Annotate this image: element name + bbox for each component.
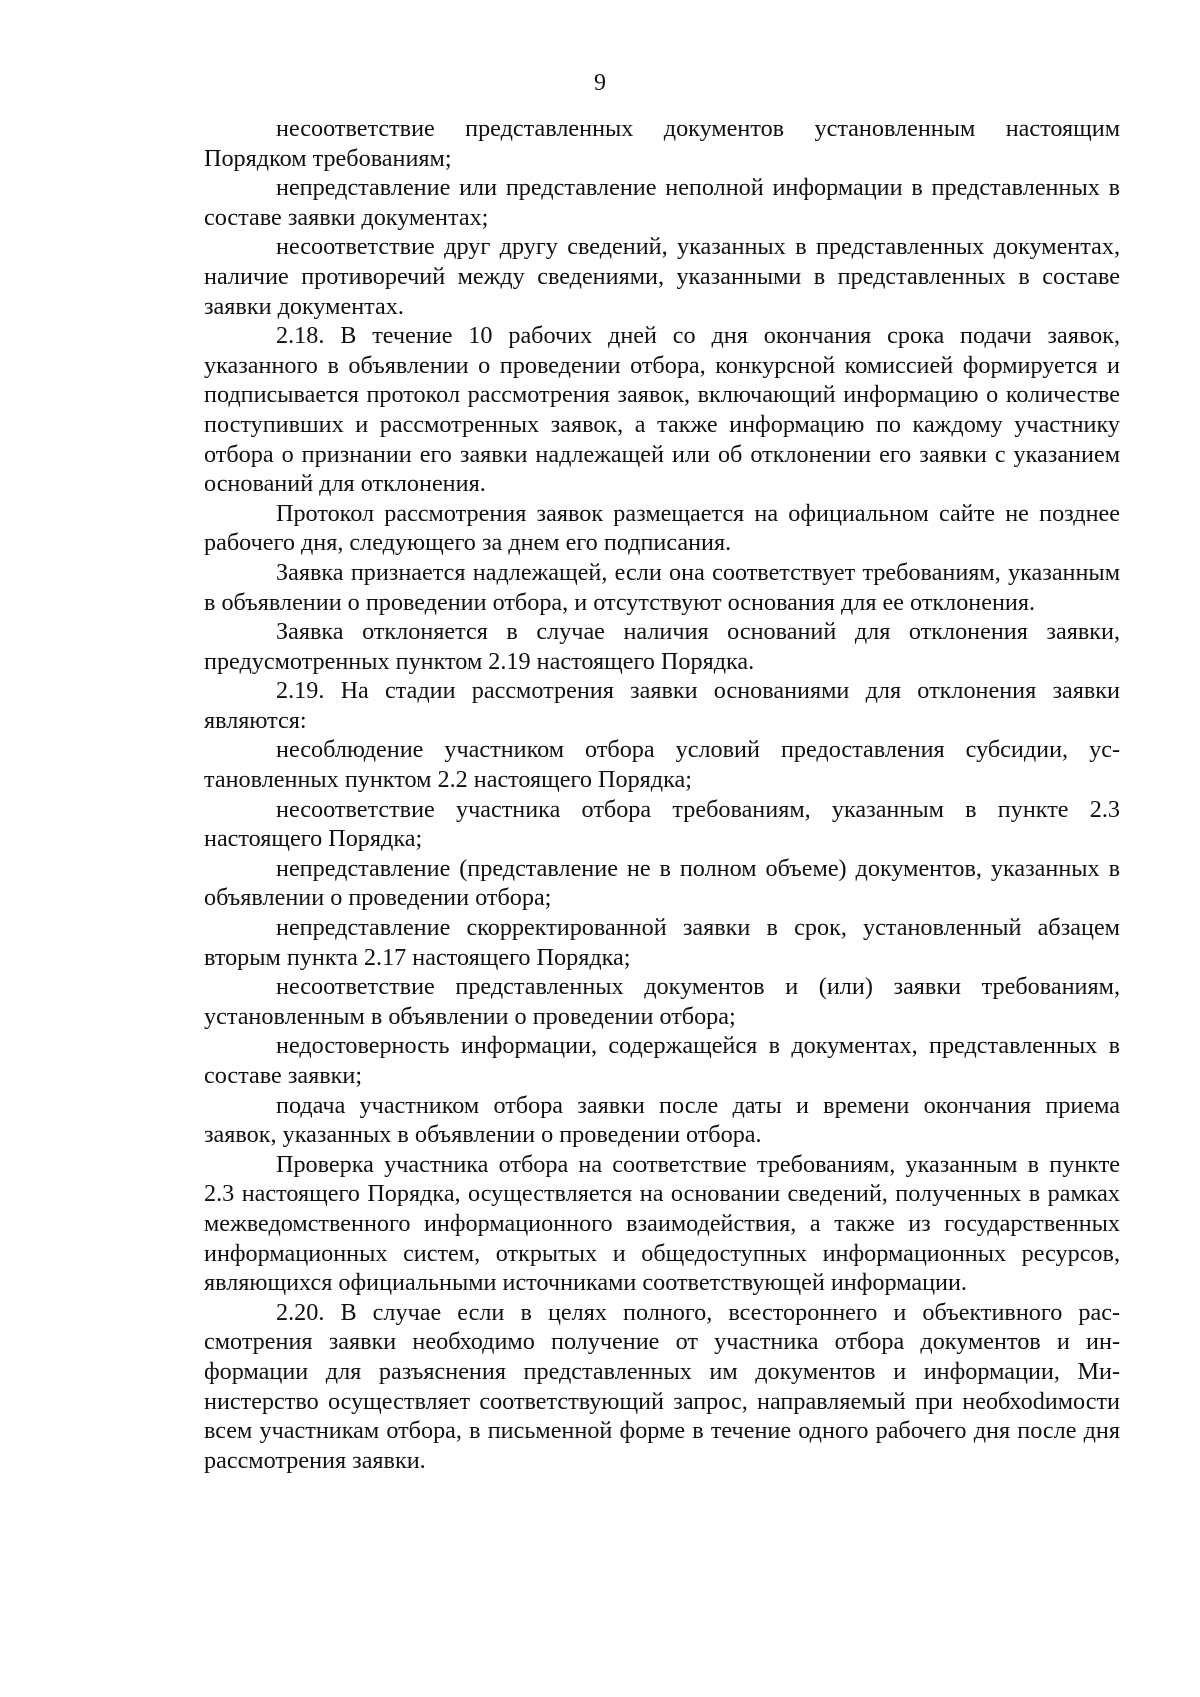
paragraph: 2.19. На стадии рассмотрения заявки основаниями для отклонения заявки являются: <box>204 677 1120 734</box>
paragraph: несоответствие друг другу сведений, указанных в представленных документах, наличие противоречий между сведениями, указанными в представленных в составе заявки документах. <box>204 233 1120 320</box>
paragraph: непредставление или представление неполной информации в представленных в составе заявки документах; <box>204 174 1120 231</box>
paragraph: 2.20. В случае если в целях полного, всестороннего и объективного рассмотрения заявки необходимо получение от участника отбора документов и информации для разъяснения представленных им документов и информации, Министерство осуществляет соответствующий запрос, направляемый при необхоdимости всем участникам отбора, в письменной форме в течение одного рабочего дня после дня рассмотрения заявки. <box>204 1298 1120 1474</box>
paragraph: непредставление (представление не в полном объеме) документов, указанных в объявлении о проведении отбора; <box>204 854 1120 912</box>
paragraph: несоответствие представленных документов установленным настоящим Порядком требованиям; <box>204 115 1120 172</box>
paragraph: несоблюдение участником отбора условий предоставления субсидии, установленных пунктом 2.2 настоящего Порядка; <box>204 736 1120 794</box>
paragraph: 2.18. В течение 10 рабочих дней со дня окончания срока подачи заявок, указанного в объявлении о проведении отбора, конкурсной комиссией формируется и подписывается протокол рассмотрения заявок, включающий информацию о количестве поступивших и рассмотренных заявок, а также информацию по каждому участнику отбора о признании его заявки надлежащей или об отклонении его заявки с указанием оснований для отклонения. <box>204 322 1120 498</box>
document-body <box>204 114 1120 1475</box>
paragraph: несоответствие участника отбора требованиям, указанным в пункте 2.3 настоящего Порядка; <box>204 795 1120 853</box>
page-number: 9 <box>594 70 606 96</box>
paragraph: недостоверность информации, содержащейся в документах, представленных в составе заявки; <box>204 1032 1120 1089</box>
paragraph: Протокол рассмотрения заявок размещается на официальном сайте не позднее рабочего дня, следующего за днем его подписания. <box>204 499 1120 557</box>
paragraph: подача участником отбора заявки после даты и времени окончания приема заявок, указанных в объявлении о проведении отбора. <box>204 1091 1120 1149</box>
paragraph: несоответствие представленных документов и (или) заявки требованиям, установленным в объявлении о проведении отбора; <box>204 973 1120 1030</box>
paragraph: Проверка участника отбора на соответствие требованиям, указанным в пункте 2.3 настоящего Порядка, осуществляется на основании сведений, полученных в рамках межведомственного информационного взаимодействия, а также из государственных информационных систем, открытых и общедоступных информационных ресурсов, являющихся официальными источниками соответствующей информации. <box>204 1150 1120 1297</box>
paragraph: Заявка признается надлежащей, если она соответствует требованиям, указанным в объявлении о проведении отбора, и отсутствуют основания для ее отклонения. <box>204 558 1120 616</box>
paragraph: Заявка отклоняется в случае наличия оснований для отклонения заявки, предусмотренных пунктом 2.19 настоящего Порядка. <box>204 618 1120 675</box>
paragraph: непредставление скорректированной заявки в срок, установленный абзацем вторым пункта 2.17 настоящего Порядка; <box>204 914 1120 971</box>
